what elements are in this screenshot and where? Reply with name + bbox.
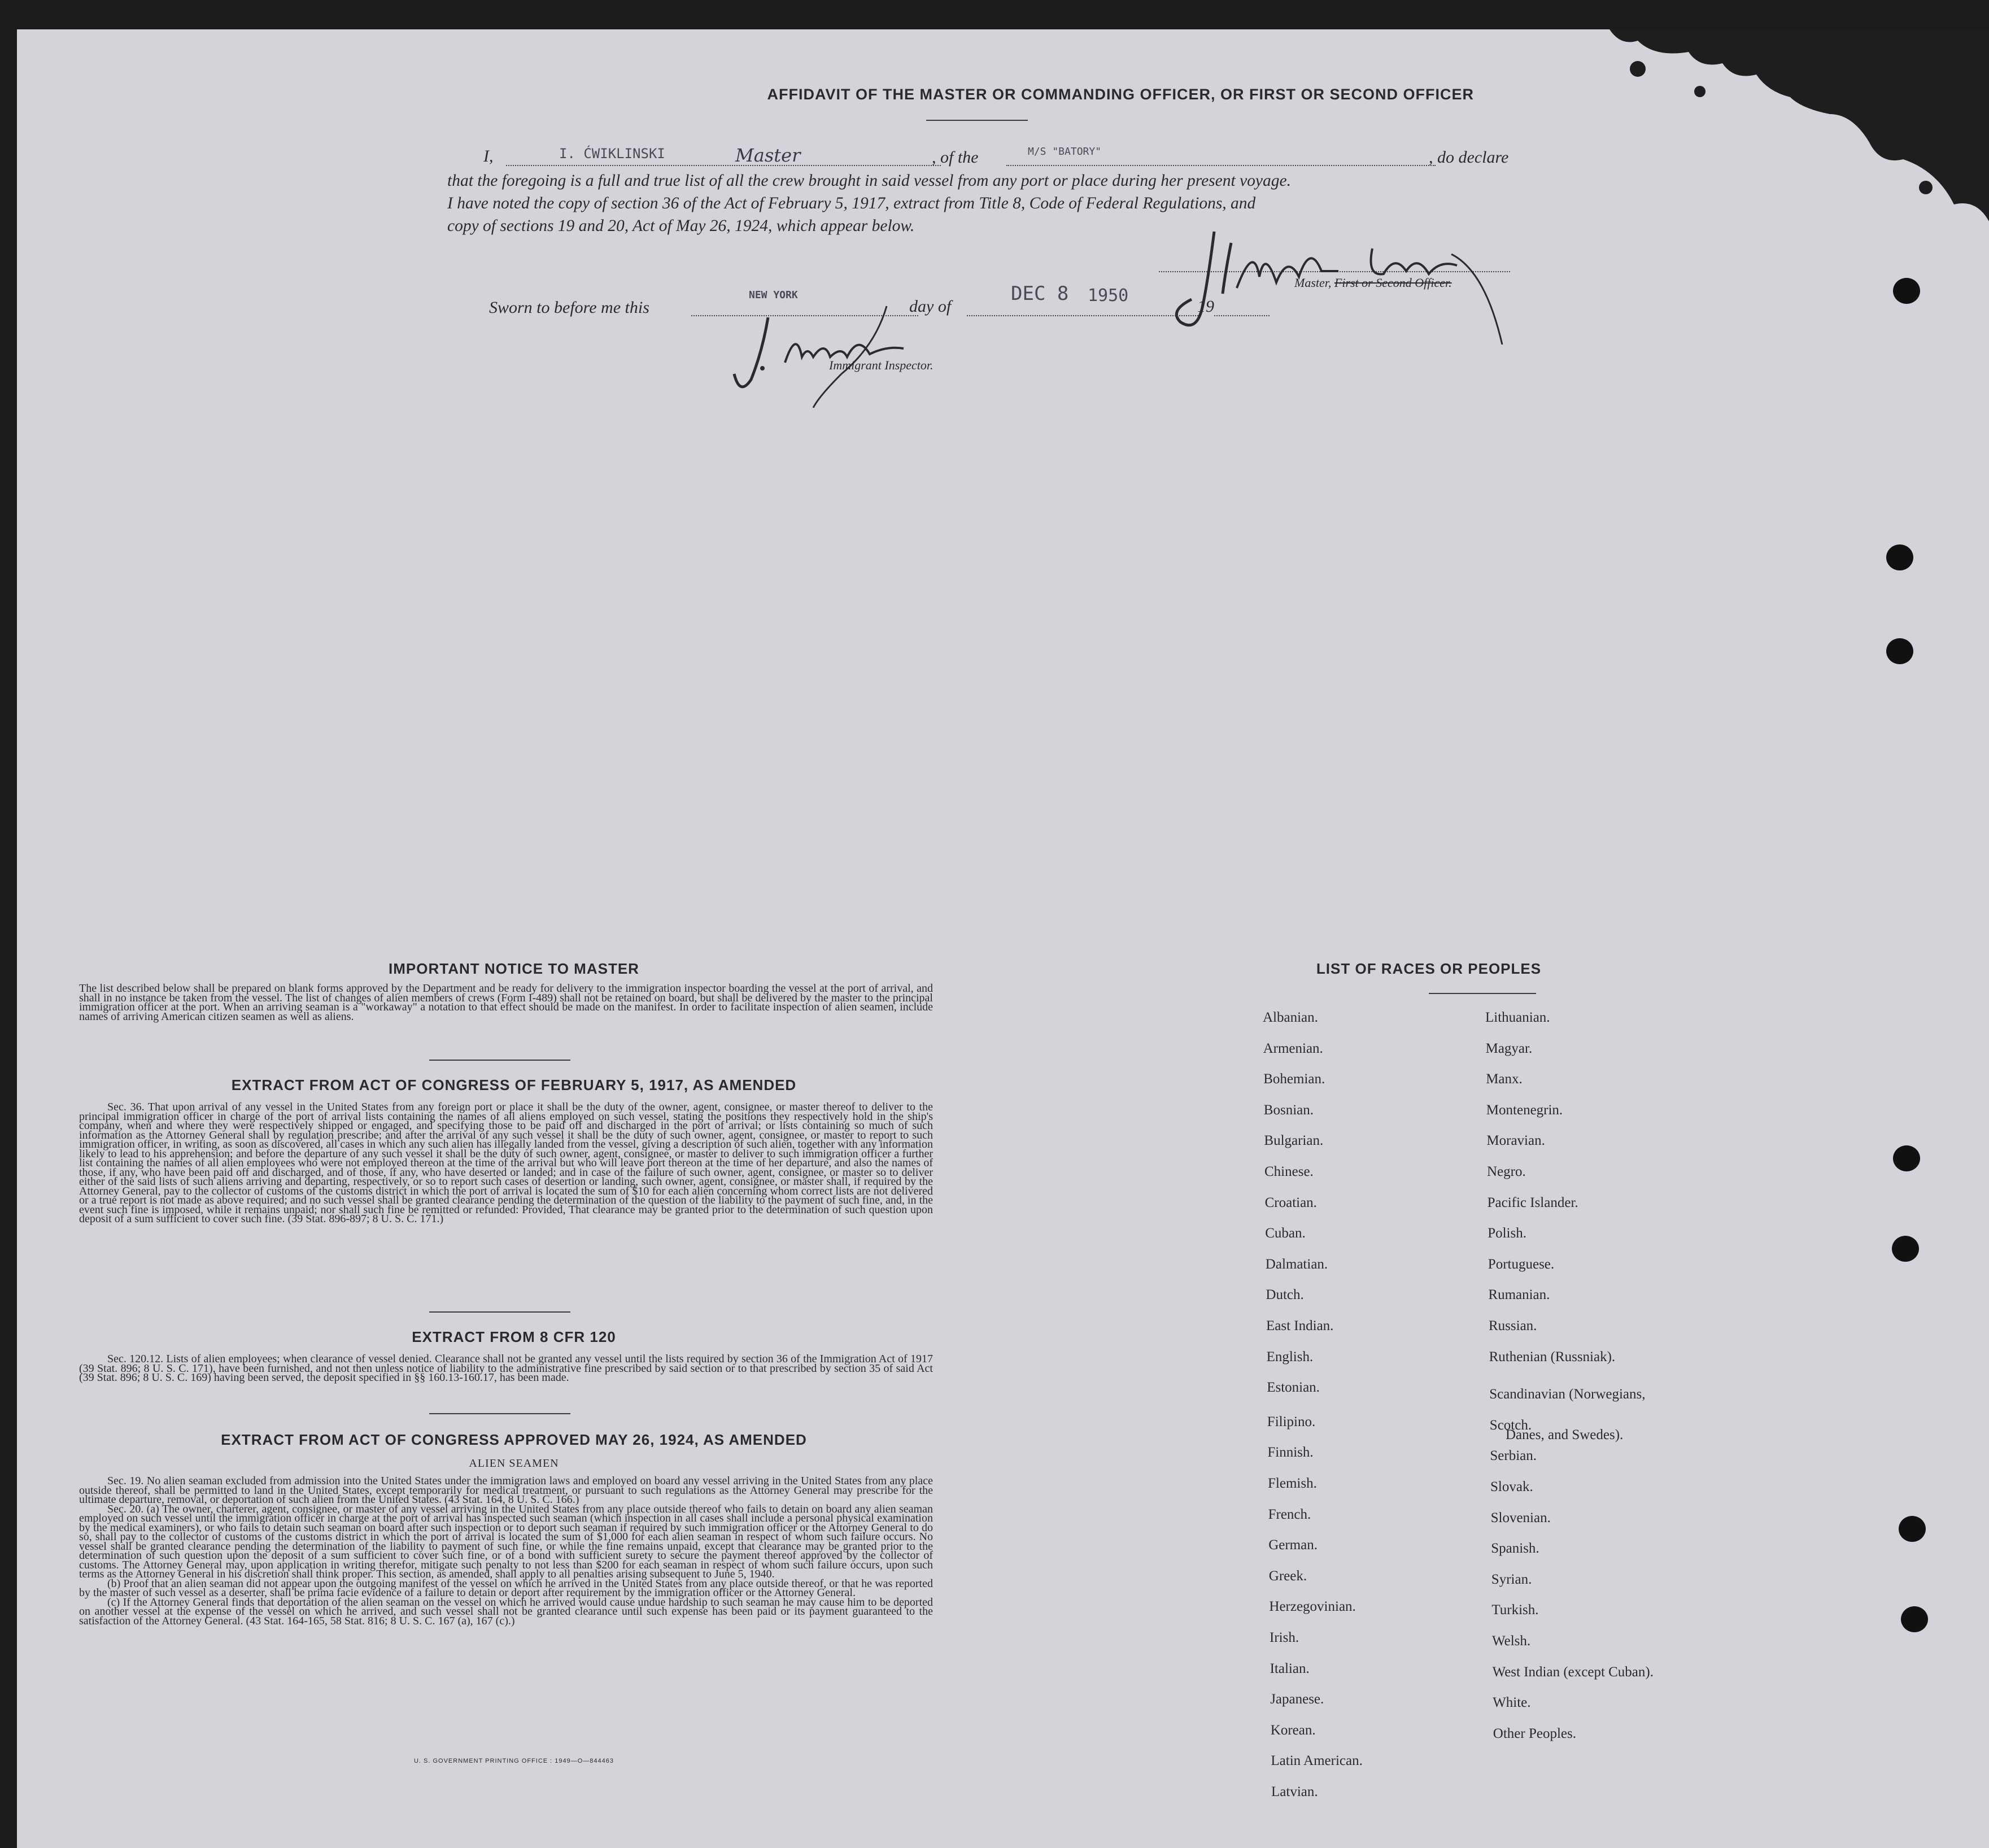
race-item: Bulgarian. <box>1264 1133 1324 1149</box>
race-item: Japanese. <box>1270 1692 1324 1707</box>
sec-20c-paragraph: (c) If the Attorney General finds that deportation of the alien seaman on the vessel on which he arrived would cause undue hardship to such seaman he may cause him to be deported on another vessel at the expense of the vessel on which he arrived, and such vessel shall not be granted clearance until such expense has been paid or its payment guaranteed to the satisfaction of the Attorney General. (43 Stat. 164-165, 58 Stat. 816; 8 U. S. C. 167 (a), 167 (c).) <box>79 1596 933 1627</box>
punch-hole <box>1892 1236 1919 1262</box>
race-item: Manx. <box>1486 1071 1523 1087</box>
race-item: French. <box>1268 1506 1311 1522</box>
race-item: Other Peoples. <box>1493 1725 1576 1741</box>
race-item: Pacific Islander. <box>1487 1195 1578 1210</box>
race-item: Scandinavian (Norwegians, <box>1489 1387 1646 1402</box>
race-item: Slovak. <box>1490 1479 1533 1494</box>
race-item: Korean. <box>1270 1722 1316 1738</box>
race-item: Flemish. <box>1268 1476 1317 1491</box>
race-item: East Indian. <box>1266 1318 1334 1333</box>
race-item: Serbian. <box>1490 1448 1537 1464</box>
race-item: Croatian. <box>1264 1195 1317 1210</box>
race-item: West Indian (except Cuban). <box>1492 1664 1654 1680</box>
year-stamp: 1950 <box>1088 286 1129 306</box>
rank-handwritten: Master <box>735 145 801 166</box>
race-item: Lithuanian. <box>1485 1010 1550 1025</box>
race-item: Ruthenian (Russniak). <box>1489 1349 1616 1365</box>
sec-20a-paragraph: Sec. 20. (a) The owner, charterer, agent, consignee, or master of any vessel arriving in the United States from any place outside thereof who fails to detain on board any alien seaman employed on such vessel until the immigration officer in charge at the port of arrival has inspected such seaman (which inspection in all cases shall include a personal physical examination by the medical examiners), or who fails to detain such seaman on board after such inspection or to deport such seaman if required by such immigration officer or the Attorney General to do so, shall pay to the collector of customs of the customs district in which the port of arrival is located the sum of $1,000 for each alien seaman in respect of whom such failure occurs. No vessel shall be granted clearance pending the determination of the liability to payment of such fine, or while the fine remains unpaid, except that clearance may be granted prior to the determination of such question upon the deposit of a sum sufficient to cover such fine, or of a bond with sufficient surety to secure the payment thereof approved by the collector of customs. The Attorney General may, upon application in writing therefor, mitigate such penalty to not less than $200 for each seaman in respect of whom such failure occurs, upon such terms as the Attorney General in his discretion shall think proper. This section, as amended, shall apply to all penalties arising subsequent to June 5, 1940. <box>79 1502 933 1580</box>
race-item: Bohemian. <box>1263 1071 1325 1087</box>
of-the-label: , of the <box>932 148 979 167</box>
race-item: Dalmatian. <box>1265 1256 1328 1272</box>
race-item: Welsh. <box>1492 1633 1531 1649</box>
title-divider <box>926 120 1028 121</box>
race-item: Portuguese. <box>1488 1256 1555 1272</box>
extract-1917-text: Sec. 36. That upon arrival of any vessel in the United States from any foreign port or place it shall be the duty of the owner, agent, consignee, or master thereof to deliver to the principal immigration officer in charge of the port of arrival lists containing the names of all aliens employed on such vessel, stating the positions they respectively hold in the ship's company, when and where they were respectively shipped or engaged, and specifying those to be paid off and discharged in the port of arrival; or lists containing so much of such information as the Attorney General shall by regulation prescribe; and after the arrival of any such vessel it shall be the duty of such owner, agent, consignee, or master to report to such immigration officer, in writing, as soon as discovered, all cases in which any such alien has illegally landed from the vessel, giving a description of such alien, together with any information likely to lead to his apprehension; and before the departure of any such vessel it shall be the duty of such owner, agent, consignee, or master to deliver to such immigration officer a further list containing the names of all alien employees who were not employed thereon at the time of the arrival but who will leave port thereon at the time of her departure, and also the names of those, if any, who have been paid off and discharged, and of those, if any, who have deserted or landed; and in case of the failure of such owner, agent, consignee, or master so to deliver either of the said lists of such aliens arriving and departing, respectively, or so to report such cases of desertion or landing, such owner, agent, consignee, or master shall, if required by the Attorney General, pay to the collector of customs of the customs district in which the port of arrival is located the sum of $10 for each alien concerning whom correct lists are not delivered or a true report is not made as above required; and no such vessel shall be granted clearance pending the determination of the question of the liability to the payment of such fine, and, in the event such fine is imposed, while it remains unpaid; nor shall such fine be remitted or refunded: Provided, That clearance may be granted prior to the determination of such question upon deposit of a sum sufficient to cover such fine. (39 Stat. 896-897; 8 U. S. C. 171.) <box>79 1101 933 1225</box>
master-name-stamp: I. ĆWIKLINSKI <box>559 146 665 162</box>
race-item: Chinese. <box>1264 1164 1314 1179</box>
race-item: Russian. <box>1489 1318 1537 1333</box>
extract-1924-text <box>79 1476 933 1625</box>
vessel-line <box>1006 165 1436 166</box>
race-item: Magyar. <box>1485 1040 1533 1056</box>
race-item: Slovenian. <box>1490 1510 1551 1526</box>
punch-hole <box>1886 638 1913 664</box>
punch-hole <box>1893 1145 1920 1171</box>
alien-seamen-subtitle: ALIEN SEAMEN <box>469 1457 559 1470</box>
race-item: Montenegrin. <box>1486 1102 1563 1118</box>
race-item: Irish. <box>1270 1630 1299 1645</box>
race-item: Turkish. <box>1491 1602 1539 1618</box>
extract-1924-title: EXTRACT FROM ACT OF CONGRESS APPROVED MAY 26, 1924, AS AMENDED <box>221 1431 807 1448</box>
sec-20b-paragraph: (b) Proof that an alien seaman did not appear upon the outgoing manifest of the vessel on which he arrived in the United States from any place outside thereof, or that he was reported by the master of such vessel as a deserter, shall be prima facie evidence of a failure to detain or deport after requirement by the immigration officer or the Attorney General. <box>79 1577 933 1599</box>
document-page <box>17 29 1989 1848</box>
vessel-stamp: M/S "BATORY" <box>1028 146 1102 158</box>
master-title-label: Master, First or Second Officer. <box>1294 276 1452 290</box>
torn-corner-stain <box>1587 29 1989 221</box>
printer-imprint: U. S. GOVERNMENT PRINTING OFFICE : 1949—O—844463 <box>413 1758 614 1764</box>
punch-hole <box>1886 544 1913 570</box>
punch-hole <box>1901 1606 1928 1632</box>
affidavit-line-3: I have noted the copy of section 36 of the Act of February 5, 1917, extract from Title 8, Code of Federal Regulations, and <box>447 194 1256 212</box>
place-stamp: NEW YORK <box>749 289 798 301</box>
extract-cfr-text: Sec. 120.12. Lists of alien employees; when clearance of vessel denied. Clearance shall not be granted any vessel until the lists required by section 36 of the Immigration Act of 1917 (39 Stat. 896; 8 U. S. C. 171), have been furnished, and not then unless notice of liability to the administrative fine prescribed by said section or to that prescribed by section 35 of said Act (39 Stat. 896; 8 U. S. C. 169) having been served, the deposit specified in §§ 160.13-160.17, has been made. <box>79 1353 933 1384</box>
race-item: Armenian. <box>1263 1040 1323 1056</box>
sworn-label: Sworn to before me this <box>489 298 649 317</box>
race-item: Syrian. <box>1491 1571 1532 1587</box>
sec-19-paragraph: Sec. 19. No alien seaman excluded from admission into the United States under the immigration laws and employed on board any vessel arriving in the United States from any place outside thereof, shall be permitted to land in the United States, except temporarily for medical treatment, or pursuant to such regulations as the Attorney General may prescribe for the ultimate departure, removal, or deportation of such alien from the United States. (43 Stat. 164, 8 U. S. C. 166.) <box>79 1475 933 1506</box>
race-item: English. <box>1266 1349 1314 1365</box>
race-item: Bosnian. <box>1263 1102 1314 1118</box>
date-stamp: DEC 8 <box>1011 282 1069 305</box>
date-line <box>967 315 1198 316</box>
race-item: Finnish. <box>1267 1445 1314 1461</box>
race-item: Negro. <box>1487 1164 1526 1179</box>
day-of-label: day of <box>909 297 952 316</box>
extract-1917-title: EXTRACT FROM ACT OF CONGRESS OF FEBRUARY 5, 1917, AS AMENDED <box>231 1076 797 1093</box>
race-item: Italian. <box>1270 1660 1310 1676</box>
race-item: Dutch. <box>1266 1287 1304 1303</box>
race-item: Cuban. <box>1265 1226 1306 1241</box>
notice-text: The list described below shall be prepared on blank forms approved by the Department and be ready for delivery to the immigration inspector boarding the vessel at the port of arrival, and shall in no instance be taken from the vessel. The list of changes of alien members of crews (Form I-489) shall not be retained on board, but shall be delivered by the master to the principal immigration officer at the port. When an arriving seaman is a "workaway" a notation to that effect should be made on the manifest. In order to facilitate inspection of alien seamen, include names of arriving American citizen seamen as well as aliens. <box>79 982 933 1023</box>
notice-divider <box>429 1060 570 1061</box>
race-item: Spanish. <box>1491 1541 1539 1557</box>
notice-title: IMPORTANT NOTICE TO MASTER <box>389 960 639 977</box>
do-declare-label: , do declare <box>1429 148 1509 167</box>
race-item: Herzegovinian. <box>1269 1599 1356 1615</box>
extract-cfr-title: EXTRACT FROM 8 CFR 120 <box>412 1328 616 1345</box>
nineteen-label: 19 <box>1197 297 1214 316</box>
race-item: Polish. <box>1488 1226 1526 1241</box>
races-divider <box>1429 993 1536 994</box>
races-title: LIST OF RACES OR PEOPLES <box>1316 960 1542 977</box>
affidavit-line-4: copy of sections 19 and 20, Act of May 26, 1924, which appear below. <box>447 217 915 235</box>
inspector-signature <box>717 295 954 408</box>
race-item: White. <box>1493 1695 1531 1711</box>
race-item: Estonian. <box>1267 1380 1320 1396</box>
inspector-label: Immigrant Inspector. <box>829 358 934 372</box>
race-item: Filipino. <box>1267 1414 1316 1429</box>
race-item: German. <box>1268 1537 1318 1553</box>
punch-hole <box>1893 278 1920 304</box>
declarant-i: I, <box>483 147 494 165</box>
race-item: Albanian. <box>1263 1010 1318 1025</box>
punch-hole <box>1899 1516 1926 1542</box>
race-item: Moravian. <box>1486 1133 1545 1149</box>
year-line <box>1214 315 1270 316</box>
extract-1917-divider <box>429 1311 570 1313</box>
affidavit-title: AFFIDAVIT OF THE MASTER OR COMMANDING OFFICER, OR FIRST OR SECOND OFFICER <box>767 86 1474 103</box>
race-item: Latvian. <box>1271 1784 1318 1799</box>
race-item: Danes, and Swedes). <box>1506 1427 1624 1443</box>
extract-cfr-divider <box>429 1413 570 1414</box>
race-item: Greek. <box>1268 1568 1307 1584</box>
race-item: Scotch. <box>1489 1417 1532 1433</box>
race-item: Latin American. <box>1271 1753 1363 1769</box>
race-item: Rumanian. <box>1488 1287 1550 1303</box>
name-line <box>506 165 941 166</box>
affidavit-line-2: that the foregoing is a full and true list of all the crew brought in said vessel from any port or place during her present voyage. <box>447 172 1291 190</box>
